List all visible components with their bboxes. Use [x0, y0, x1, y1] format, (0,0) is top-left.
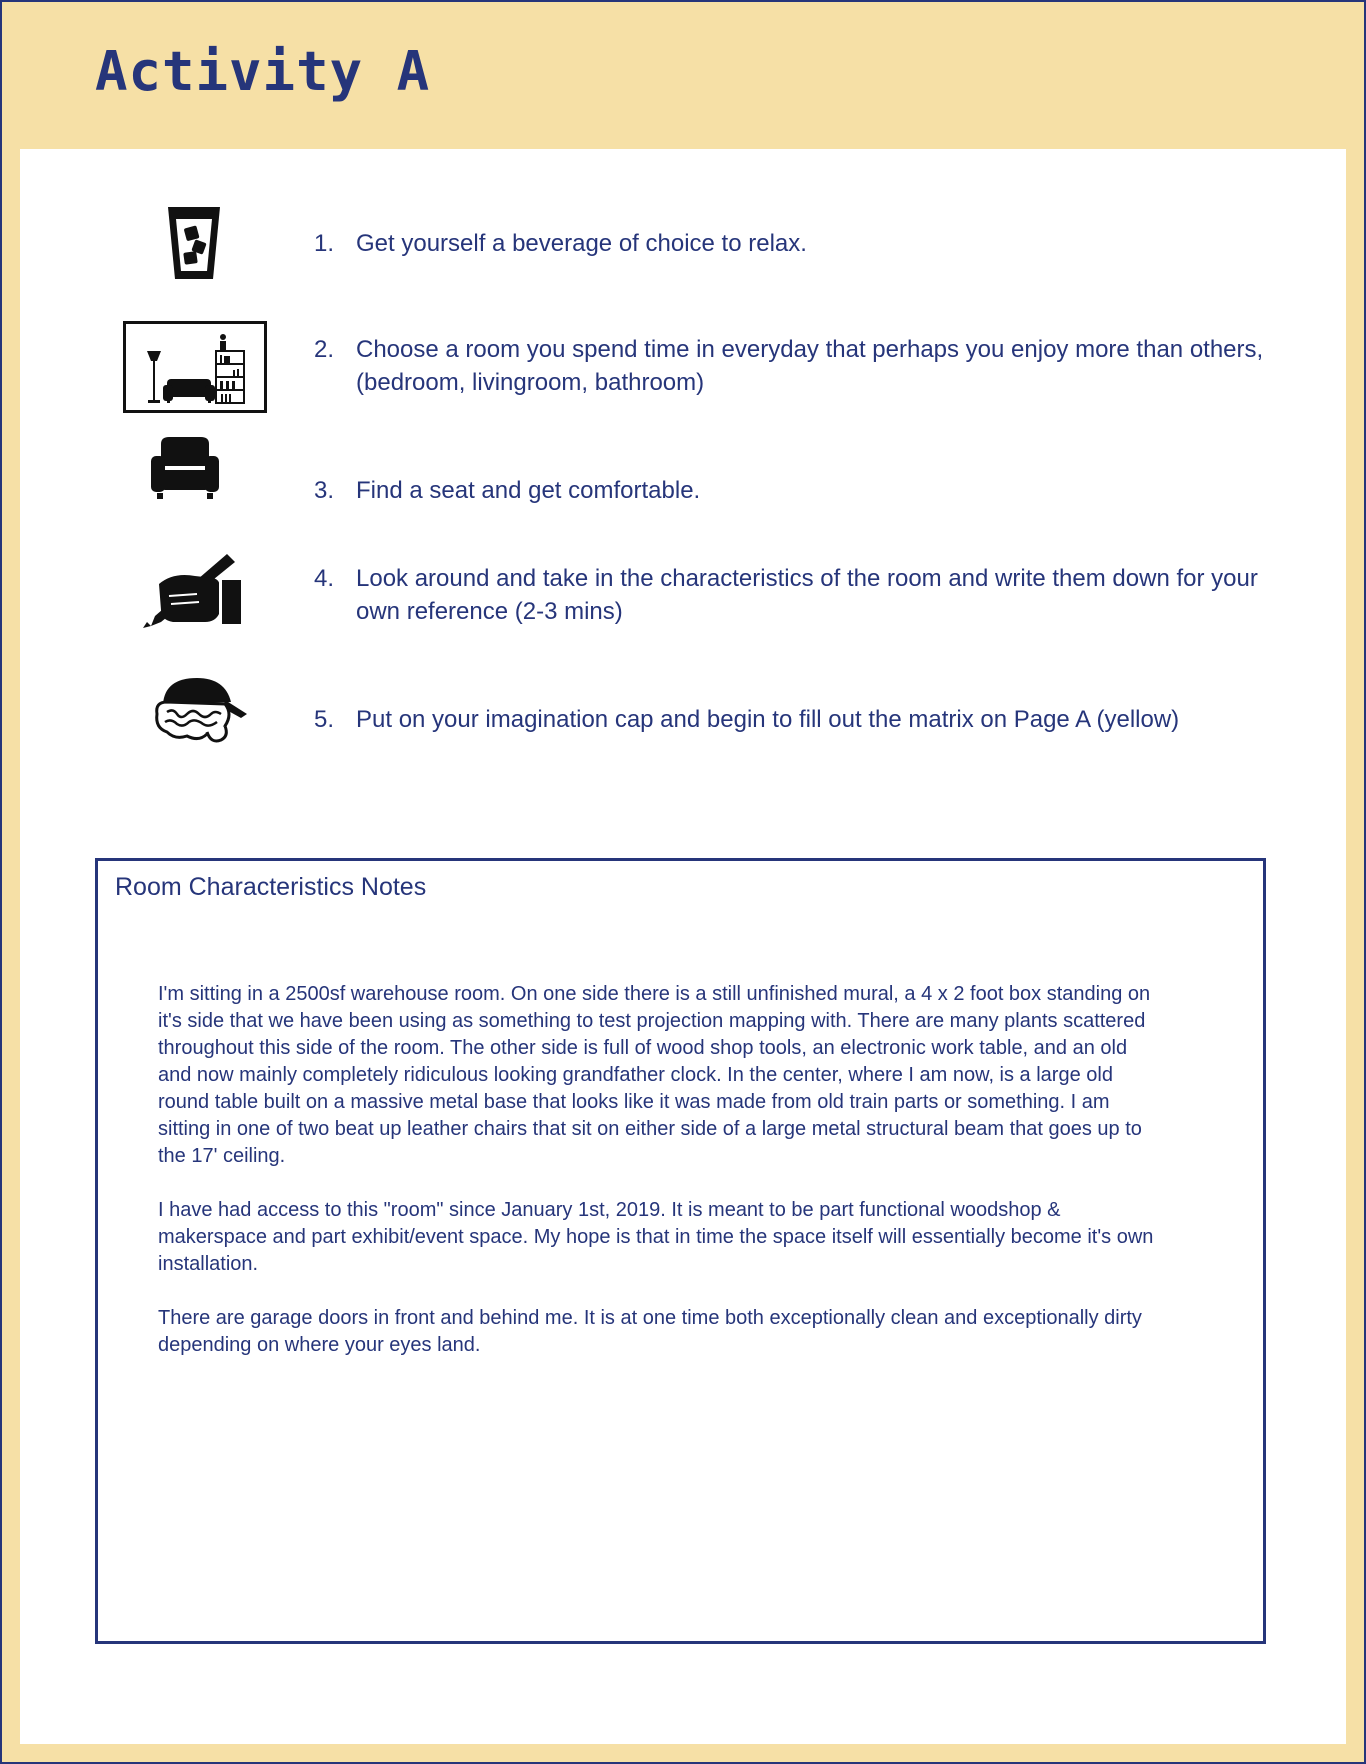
- hand-writing-icon: [139, 552, 241, 628]
- step-text: [314, 562, 1294, 628]
- step-number: 3.: [314, 477, 335, 504]
- step-text: [314, 474, 1294, 507]
- step-description: Put on your imagination cap and begin to fill out the matrix on Page A (yellow): [356, 706, 1180, 733]
- step-text: [314, 333, 1294, 399]
- step-text: [314, 227, 1294, 260]
- step-number: 4.: [314, 565, 335, 592]
- step-number: 5.: [314, 706, 335, 733]
- step-description: Choose a room you spend time in everyday that perhaps you enjoy more than others, (bedroom, livingroom, bathroom): [356, 336, 1264, 396]
- notes-body: [158, 981, 1158, 1386]
- living-room-icon: [123, 321, 267, 413]
- step-number: 2.: [314, 336, 335, 363]
- notes-title: Room Characteristics Notes: [115, 873, 427, 901]
- step-description: Get yourself a beverage of choice to relax.: [356, 230, 807, 257]
- instruction-sheet: [20, 149, 1346, 1744]
- notes-paragraph: I have had access to this "room" since January 1st, 2019. It is meant to be part functional woodshop & makerspace and part exhibit/event space. My hope is that in time the space itself will essentially become it's own installation.: [158, 1199, 1154, 1275]
- step-description: Find a seat and get comfortable.: [356, 477, 701, 504]
- notes-paragraph: I'm sitting in a 2500sf warehouse room. On one side there is a still unfinished mural, a 4 x 2 foot box standing on it's side that we have been using as something to test projection mapping with. There are many plants scattered throughout this side of the room. The other side is full of wood shop tools, an electronic work table, and an old and now mainly completely ridiculous looking grandfather clock. In the center, where I am now, is a large old round table built on a massive metal base that looks like it was made from old train parts or something. I am sitting in one of two beat up leather chairs that sit on either side of a large metal structural beam that goes up to the 17' ceiling.: [158, 983, 1151, 1167]
- notes-paragraph: There are garage doors in front and behind me. It is at one time both exceptionally clean and exceptionally dirty depending on where your eyes land.: [158, 1307, 1142, 1356]
- brain-cap-icon: [151, 674, 249, 744]
- page-title: Activity A: [95, 40, 431, 103]
- step-text: [314, 703, 1294, 736]
- beverage-glass-icon: [165, 205, 223, 281]
- room-notes-box: [95, 858, 1266, 1644]
- step-description: Look around and take in the characteristics of the room and write them down for your own reference (2-3 mins): [356, 565, 1258, 625]
- armchair-icon: [151, 436, 219, 502]
- step-number: 1.: [314, 230, 335, 257]
